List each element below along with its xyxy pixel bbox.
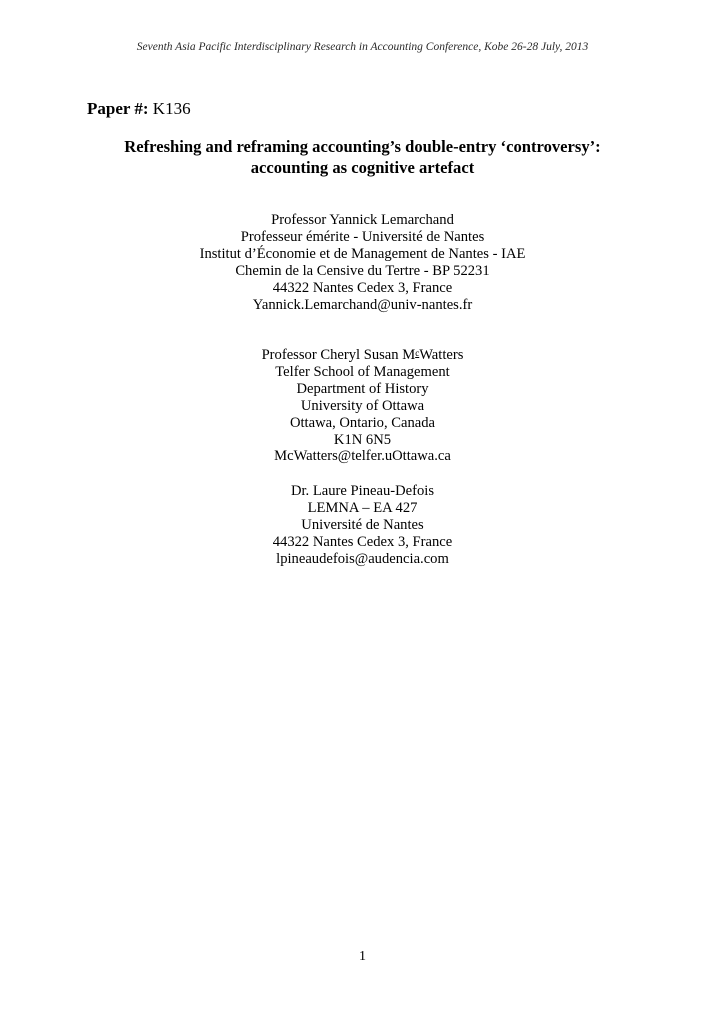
author-institute: Institut d’Économie et de Management de Nantes - IAE: [199, 245, 526, 262]
author-department: Department of History: [296, 380, 429, 397]
page-number: 1: [359, 949, 366, 964]
author-block-mcwatters: [62, 347, 663, 465]
title-line-1: Refreshing and reframing accounting’s double-entry ‘controversy’:: [124, 137, 601, 156]
author-name-superscript: c: [415, 348, 420, 358]
paper-number-label: Paper #:: [87, 99, 149, 118]
title-line-2: accounting as cognitive artefact: [250, 158, 475, 177]
author-school: Telfer School of Management: [275, 363, 450, 380]
author-name: [62, 347, 663, 364]
author-name: Dr. Laure Pineau-Defois: [290, 483, 435, 499]
author-email: lpineaudefois@audencia.com: [276, 550, 449, 567]
author-email: McWatters@telfer.uOttawa.ca: [274, 448, 451, 465]
author-block-lemarchand: [62, 212, 663, 313]
author-city: 44322 Nantes Cedex 3, France: [272, 279, 453, 296]
author-university: Université de Nantes: [301, 516, 424, 533]
author-university: University of Ottawa: [300, 397, 425, 414]
paper-number: [87, 99, 191, 119]
author-city: Ottawa, Ontario, Canada: [289, 414, 436, 431]
running-header: Seventh Asia Pacific Interdisciplinary Research in Accounting Conference, Kobe 26-28 July, 2013: [136, 41, 589, 53]
author-block-pineau-defois: [62, 483, 663, 568]
paper-title: [60, 136, 665, 178]
author-postcode: K1N 6N5: [333, 431, 392, 448]
author-name: Professor Yannick Lemarchand: [271, 212, 454, 228]
author-title: Professeur émérite - Université de Nantes: [240, 228, 485, 245]
author-name-prefix: Professor Cheryl Susan M: [261, 347, 416, 363]
author-email: Yannick.Lemarchand@univ-nantes.fr: [252, 296, 473, 313]
author-city: 44322 Nantes Cedex 3, France: [272, 533, 453, 550]
author-lab: LEMNA – EA 427: [307, 499, 418, 516]
paper-number-value: K136: [152, 99, 191, 118]
author-street: Chemin de la Censive du Tertre - BP 52231: [235, 262, 490, 279]
author-name-suffix: Watters: [419, 347, 464, 363]
